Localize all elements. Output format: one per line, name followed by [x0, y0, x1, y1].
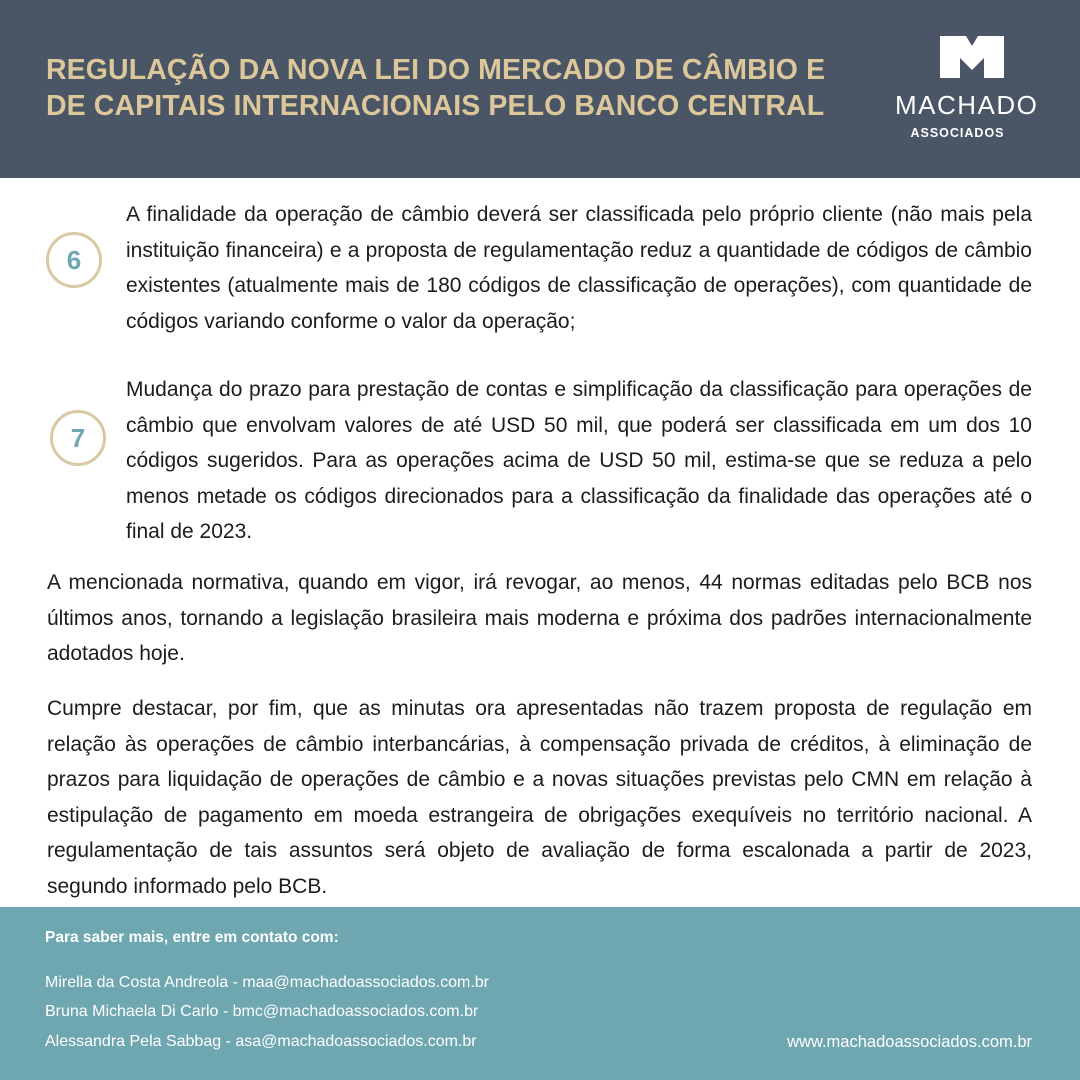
website-link[interactable]: www.machadoassociados.com.br: [787, 1033, 1032, 1051]
page-title-line-2: DE CAPITAIS INTERNACIONAIS PELO BANCO CENTRAL: [46, 90, 825, 122]
contact-footer: [0, 907, 1080, 1080]
header-banner: [0, 0, 1080, 178]
item-text-6: A finalidade da operação de câmbio deverá ser classificada pelo próprio cliente (não mais pela instituição financeira) e a proposta de regulamentação reduz a quantidade de códigos de câmbio existentes (atualmente mais de 180 códigos de classificação de operações), com quantidade de códigos variando conforme o valor da operação;: [126, 203, 1032, 333]
logo-subtitle: ASSOCIADOS: [910, 126, 1005, 140]
contact-heading: Para saber mais, entre em contato com:: [45, 929, 339, 946]
paragraph-normativa: A mencionada normativa, quando em vigor, irá revogar, ao menos, 44 normas editadas pelo BCB nos últimos anos, tornando a legislação brasileira mais moderna e próxima dos padrões internacionalmente adotados hoje.: [47, 571, 1032, 665]
contact-mirella: Mirella da Costa Andreola - maa@machadoassociados.com.br: [45, 974, 490, 991]
page-title: [46, 52, 866, 124]
logo-name: MACHADO: [895, 90, 1039, 120]
machado-associados-logo: [895, 36, 1039, 146]
contact-bruna: Bruna Michaela Di Carlo - bmc@machadoassociados.com.br: [45, 1003, 479, 1020]
contact-alessandra: Alessandra Pela Sabbag - asa@machadoassociados.com.br: [45, 1033, 477, 1050]
logo-m-icon: [940, 36, 1004, 78]
item-text-7: Mudança do prazo para prestação de contas e simplificação da classificação para operações de câmbio que envolvam valores de até USD 50 mil, que poderá ser classificada em um dos 10 códigos sugeridos. Para as operações acima de USD 50 mil, estima-se que se reduza a pelo menos metade os códigos direcionados para a classificação da finalidade das operações até o final de 2023.: [126, 378, 1032, 543]
page-title-line-1: REGULAÇÃO DA NOVA LEI DO MERCADO DE CÂMBIO E: [46, 54, 826, 86]
paragraph-cumpre-destacar: Cumpre destacar, por fim, que as minutas ora apresentadas não trazem proposta de regulação em relação às operações de câmbio interbancárias, à compensação privada de créditos, à eliminação de prazos para liquidação de operações de câmbio e a novas situações previstas pelo CMN em relação à estipulação de pagamento em moeda estrangeira de obrigações exequíveis no território nacional. A regulamentação de tais assuntos será objeto de avaliação de forma escalonada a partir de 2023, segundo informado pelo BCB.: [47, 697, 1032, 898]
item-number-badge-7: 7: [50, 410, 106, 466]
item-number-badge-6: 6: [46, 232, 102, 288]
